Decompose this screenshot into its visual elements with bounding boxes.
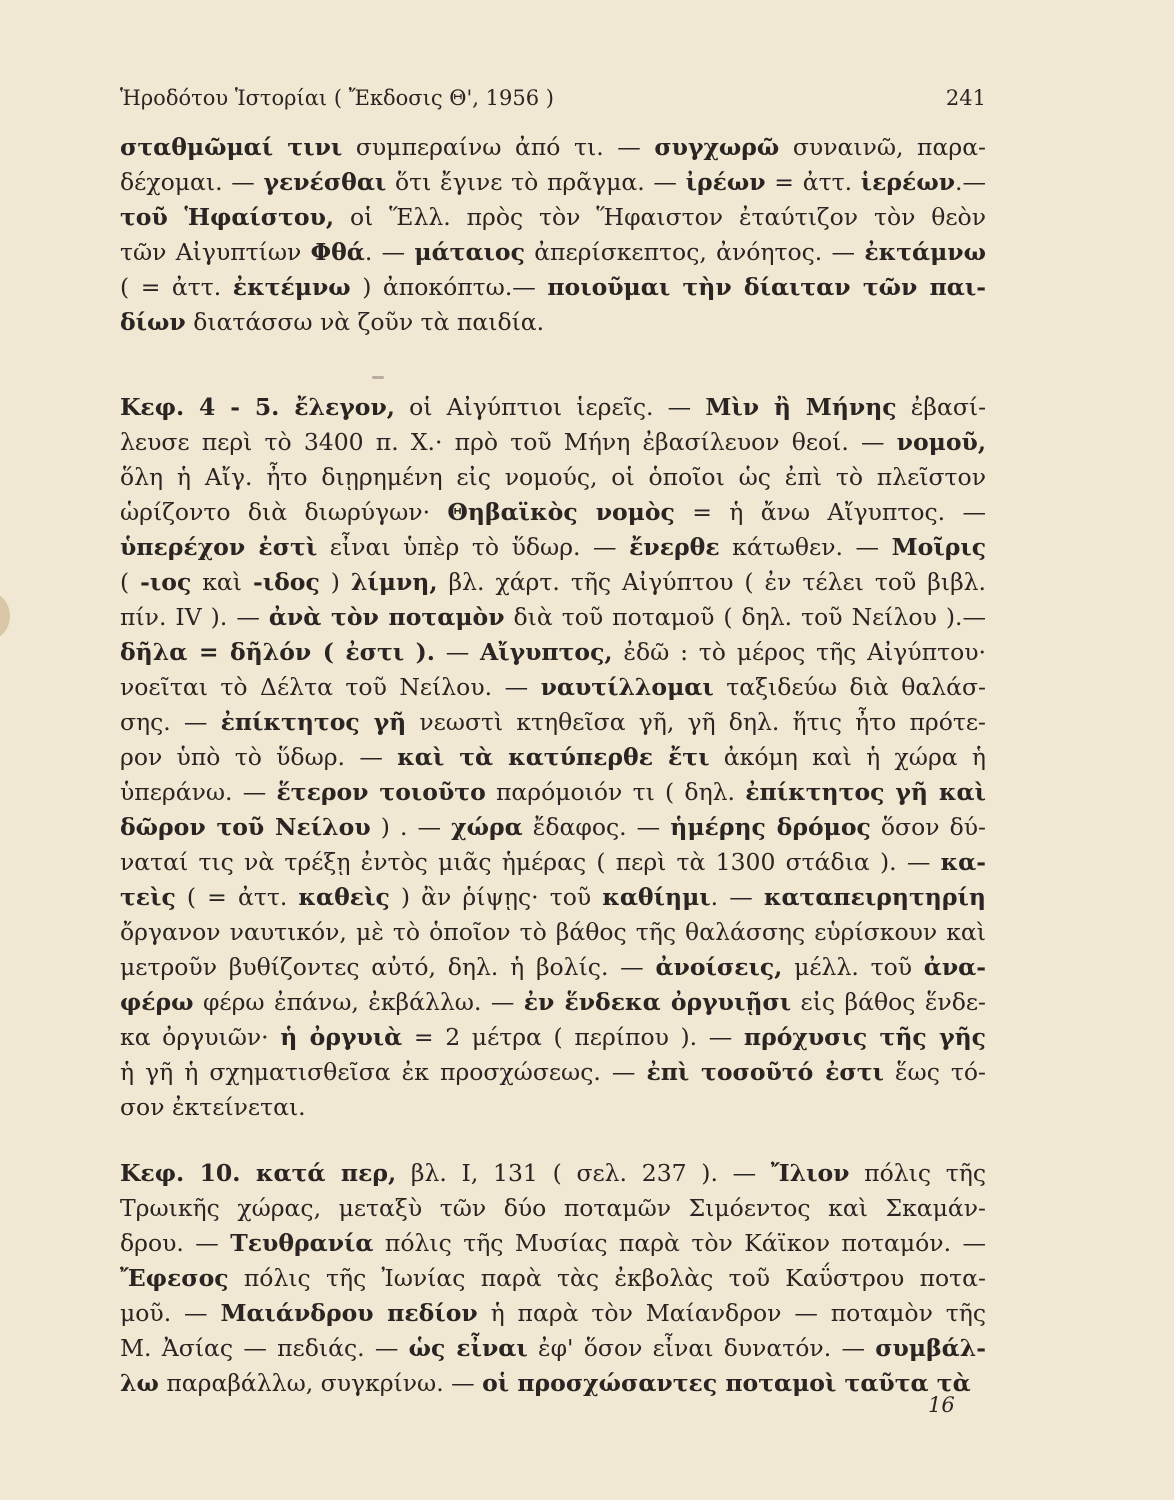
text-line xyxy=(120,530,986,565)
text-line xyxy=(120,235,986,270)
lemma-term: ἐπὶ τοσοῦτό ἐστι xyxy=(646,1058,884,1086)
lemma-term: ὑπερέχον ἐστὶ xyxy=(120,533,318,561)
signature-mark: 16 xyxy=(928,1393,955,1417)
lemma-term: γενέσθαι xyxy=(263,168,387,196)
lemma-term: λίμνη, xyxy=(350,568,438,596)
text-line xyxy=(120,880,986,915)
text-line xyxy=(120,1090,986,1125)
gloss-text: τῶν Αἰγυπτίων xyxy=(120,238,311,266)
gloss-text: πίν. IV ). — xyxy=(120,603,269,631)
lemma-term: Ἴλιον xyxy=(770,1159,850,1187)
lemma-term: κα- xyxy=(940,848,986,876)
lemma-term: νομοῦ, xyxy=(896,428,986,456)
text-line xyxy=(120,1020,986,1055)
lemma-term: χώρα xyxy=(451,813,523,841)
lemma-term: καθεὶς xyxy=(298,883,390,911)
lemma-term: Αἴγυπτος, xyxy=(480,638,613,666)
binding-hole xyxy=(0,590,10,642)
gloss-text: ὅτι ἔγινε τὸ πρᾶγμα. — xyxy=(386,168,686,196)
gloss-text: ὅλη ἡ Αἴγ. ἦτο διῃρημένη εἰς νομούς, οἱ ὁποῖοι ὡς ἐπὶ τὸ πλεῖστον xyxy=(120,463,986,491)
text-line xyxy=(120,635,986,670)
lemma-term: Φθά xyxy=(310,238,365,266)
gloss-text: εἶναι ὑπὲρ τὸ ὕδωρ. — xyxy=(317,533,630,561)
gloss-text: ἡ παρὰ τὸν Μαίανδρον — ποταμὸν τῆς xyxy=(477,1299,986,1327)
gloss-text: παρόμοιόν τι ( δηλ. xyxy=(485,778,746,806)
gloss-text: ( xyxy=(120,568,141,596)
gloss-text: νοεῖται τὸ Δέλτα τοῦ Νείλου. — xyxy=(120,673,541,701)
text-line xyxy=(120,200,986,235)
text-line xyxy=(120,1226,986,1261)
gloss-text: πόλις τῆς Μυσίας παρὰ τὸν Κάϊκον ποταμόν. — xyxy=(373,1229,986,1257)
text-line xyxy=(120,1296,986,1331)
gloss-text: σον ἐκτείνεται. xyxy=(120,1093,306,1121)
paragraph-3 xyxy=(120,1156,986,1401)
gloss-text: μοῦ. — xyxy=(120,1299,221,1327)
text-line xyxy=(120,985,986,1020)
text-line xyxy=(120,460,986,495)
page-number: 241 xyxy=(945,86,986,110)
text-line xyxy=(120,705,986,740)
lemma-term: Θηβαϊκὸς νομὸς xyxy=(447,498,675,526)
text-line xyxy=(120,915,986,950)
running-header xyxy=(120,86,986,110)
lemma-term: ἀνοίσεις, xyxy=(655,953,783,981)
text-line xyxy=(120,1191,986,1226)
lemma-term: Τευθρανία xyxy=(230,1229,374,1257)
lemma-term: πρόχυσις τῆς γῆς xyxy=(743,1023,986,1051)
gloss-text: = 2 μέτρα ( περίπου ). — xyxy=(402,1023,744,1051)
gloss-text: = ἀττ. xyxy=(765,168,861,196)
gloss-text: συμπεραίνω ἀπό τι. — xyxy=(342,133,655,161)
text-line xyxy=(120,600,986,635)
header-title: Ἡροδότου Ἱστορίαι ( Ἔκδοσις Θ', 1956 ) xyxy=(120,86,554,110)
gloss-text: ὅσον δύ- xyxy=(870,813,986,841)
lemma-term: Μαιάνδρου πεδίον xyxy=(220,1299,478,1327)
text-line xyxy=(120,425,986,460)
lemma-term: καταπειρητηρίη xyxy=(763,883,986,911)
text-line xyxy=(120,1055,986,1090)
text-line xyxy=(120,270,986,305)
gloss-text: κάτωθεν. — xyxy=(719,533,892,561)
gloss-text: μετροῦν βυθίζοντες αὐτό, δηλ. ἡ βολίς. — xyxy=(120,953,656,981)
gloss-text: πόλις τῆς Ἰωνίας παρὰ τὰς ἐκβολὰς τοῦ Καΰστρου ποτα- xyxy=(228,1264,986,1292)
text-line xyxy=(120,305,986,340)
lemma-term: ὡς εἶναι xyxy=(408,1334,528,1362)
lemma-term: ἔνερθε xyxy=(629,533,720,561)
gloss-text: ἔδαφος. — xyxy=(522,813,671,841)
gloss-text: ) ἀποκόπτω.— xyxy=(350,273,548,301)
lemma-term: -ιδος xyxy=(253,568,320,596)
gloss-text: ἐβασί- xyxy=(896,393,986,421)
gloss-text: ἐδῶ : τὸ μέρος τῆς Αἰγύπτου· xyxy=(612,638,986,666)
gloss-text: σης. — xyxy=(120,708,221,736)
gloss-text: οἱ Αἰγύπτιοι ἱερεῖς. — xyxy=(394,393,706,421)
lemma-term: Μὶν ἢ Μήνης xyxy=(705,393,897,421)
text-line xyxy=(120,390,986,425)
gloss-text: Τρωικῆς χώρας, μεταξὺ τῶν δύο ποταμῶν Σιμόεντος καὶ Σκαμάν- xyxy=(120,1194,986,1222)
lemma-term: Ἔφεσος xyxy=(120,1264,229,1292)
text-line xyxy=(120,1331,986,1366)
gloss-text: δέχομαι. — xyxy=(120,168,264,196)
gloss-text: ἐφ' ὅσον εἶναι δυνατόν. — xyxy=(527,1334,876,1362)
lemma-term: Κεφ. 10. κατά περ, xyxy=(120,1159,397,1187)
text-line xyxy=(120,845,986,880)
gloss-text: ἡ γῆ ἡ σχηματισθεῖσα ἐκ προσχώσεως. — xyxy=(120,1058,647,1086)
lemma-term: δῶρον τοῦ Νείλου xyxy=(120,813,371,841)
lemma-term: συγχωρῶ xyxy=(654,133,780,161)
text-line xyxy=(120,670,986,705)
separator-mark xyxy=(372,376,384,379)
lemma-term: ἡ ὀργυιὰ xyxy=(280,1023,403,1051)
gloss-text: Μ. Ἀσίας — πεδιάς. — xyxy=(120,1334,409,1362)
gloss-text: .— xyxy=(955,168,986,196)
gloss-text: συναινῶ, παρα- xyxy=(779,133,986,161)
lemma-term: ἕτερον τοιοῦτο xyxy=(276,778,486,806)
gloss-text: ( = ἀττ. xyxy=(175,883,299,911)
lemma-term: -ιος xyxy=(140,568,192,596)
lemma-term: ἐκτέμνω xyxy=(232,273,351,301)
gloss-text: ) ἂν ῥίψῃς· τοῦ xyxy=(389,883,603,911)
lemma-term: λω xyxy=(120,1369,159,1397)
lemma-term: ἐπίκτητος γῆ καὶ xyxy=(745,778,986,806)
gloss-text: βλ. χάρτ. τῆς Αἰγύπτου ( ἐν τέλει τοῦ βιβλ. xyxy=(437,568,986,596)
lemma-term: δῆλα = δῆλόν ( ἐστι ). xyxy=(120,638,435,666)
lemma-term: οἱ προσχώσαντες ποταμοὶ ταῦτα τὰ xyxy=(482,1369,971,1397)
gloss-text: διατάσσω νὰ ζοῦν τὰ παιδία. xyxy=(185,308,545,336)
gloss-text: ὡρίζοντο διὰ διωρύγων· xyxy=(120,498,448,526)
lemma-term: ἀνὰ τὸν ποταμὸν xyxy=(268,603,505,631)
lemma-term: Μοῖρις xyxy=(891,533,986,561)
gloss-text: ) . — xyxy=(370,813,452,841)
lemma-term: τοῦ Ἡφαίστου, xyxy=(120,203,335,231)
lemma-term: φέρω xyxy=(120,988,194,1016)
gloss-text: = ἡ ἄνω Αἴγυπτος. — xyxy=(674,498,986,526)
text-line xyxy=(120,1261,986,1296)
gloss-text: πόλις τῆς xyxy=(849,1159,986,1187)
gloss-text: ρον ὑπὸ τὸ ὕδωρ. — xyxy=(120,743,398,771)
lemma-term: συμβάλ- xyxy=(875,1334,986,1362)
lemma-term: μάταιος xyxy=(414,238,525,266)
gloss-text: . xyxy=(364,238,373,266)
gloss-text: μέλλ. τοῦ xyxy=(782,953,924,981)
gloss-text: ὑπεράνω. — xyxy=(120,778,277,806)
gloss-text: φέρω ἐπάνω, ἐκβάλλω. — xyxy=(193,988,524,1016)
gloss-text: ταξιδεύω διὰ θαλάσ- xyxy=(713,673,986,701)
lemma-term: ποιοῦμαι τὴν δίαιταν τῶν παι- xyxy=(547,273,986,301)
lemma-term: ἐκτάμνω xyxy=(864,238,986,266)
gloss-text: οἱ Ἕλλ. πρὸς τὸν Ἥφαιστον ἐταύτιζον τὸν θεὸν xyxy=(334,203,986,231)
text-line xyxy=(120,775,986,810)
lemma-term: καθίημι xyxy=(602,883,711,911)
lemma-term: σταθμῶμαί τινι xyxy=(120,133,343,161)
text-line xyxy=(120,740,986,775)
gloss-text: καὶ xyxy=(191,568,253,596)
gloss-text: ( = ἀττ. xyxy=(120,273,233,301)
gloss-text: ἀκόμη καὶ ἡ χώρα ἡ xyxy=(709,743,986,771)
text-line xyxy=(120,810,986,845)
gloss-text: . — xyxy=(710,883,764,911)
gloss-text: κα ὀργυιῶν· xyxy=(120,1023,281,1051)
paragraph-2 xyxy=(120,390,986,1125)
gloss-text: βλ. Ι, 131 ( σελ. 237 ). — xyxy=(396,1159,771,1187)
gloss-text: παραβάλλω, συγκρίνω. — xyxy=(158,1369,483,1397)
lemma-term: ἰρέων xyxy=(685,168,766,196)
lemma-term: Κεφ. 4 - 5. ἔλεγον, xyxy=(120,393,395,421)
gloss-text: δρου. — xyxy=(120,1229,231,1257)
gloss-text: εἰς βάθος ἕνδε- xyxy=(791,988,986,1016)
lemma-term: ἡμέρης δρόμος xyxy=(670,813,871,841)
lemma-term: ἱερέων xyxy=(860,168,956,196)
lemma-term: καὶ τὰ κατύπερθε ἔτι xyxy=(397,743,710,771)
lemma-term: ἐπίκτητος γῆ xyxy=(220,708,407,736)
gloss-text: ) xyxy=(319,568,351,596)
gloss-text: νεωστὶ κτηθεῖσα γῆ, γῆ δηλ. ἥτις ἦτο πρότε- xyxy=(406,708,986,736)
text-line xyxy=(120,950,986,985)
paragraph-1 xyxy=(120,130,986,340)
lemma-term: ἐν ἕνδεκα ὀργυιῇσι xyxy=(523,988,792,1016)
lemma-term: δίων xyxy=(120,308,186,336)
gloss-text: ἀπερίσκεπτος, ἀνόητος. — xyxy=(524,238,865,266)
gloss-text: — xyxy=(372,238,415,266)
lemma-term: τεὶς xyxy=(120,883,176,911)
gloss-text: — xyxy=(434,638,480,666)
gloss-text: ὄργανον ναυτικόν, μὲ τὸ ὁποῖον τὸ βάθος τῆς θαλάσσης εὑρίσκουν καὶ xyxy=(120,918,986,946)
text-line xyxy=(120,130,986,165)
text-line xyxy=(120,1366,986,1401)
text-line xyxy=(120,495,986,530)
gloss-text: ἕως τό- xyxy=(883,1058,986,1086)
gloss-text: ναταί τις νὰ τρέξῃ ἐντὸς μιᾶς ἡμέρας ( περὶ τὰ 1300 στάδια ). — xyxy=(120,848,941,876)
gloss-text: διὰ τοῦ ποταμοῦ ( δηλ. τοῦ Νείλου ).— xyxy=(504,603,986,631)
lemma-term: ἀνα- xyxy=(923,953,986,981)
text-line xyxy=(120,165,986,200)
text-line xyxy=(120,1156,986,1191)
gloss-text: λευσε περὶ τὸ 3400 π. Χ.· πρὸ τοῦ Μήνη ἐβασίλευον θεοί. — xyxy=(120,428,897,456)
lemma-term: ναυτίλλομαι xyxy=(540,673,714,701)
text-line xyxy=(120,565,986,600)
